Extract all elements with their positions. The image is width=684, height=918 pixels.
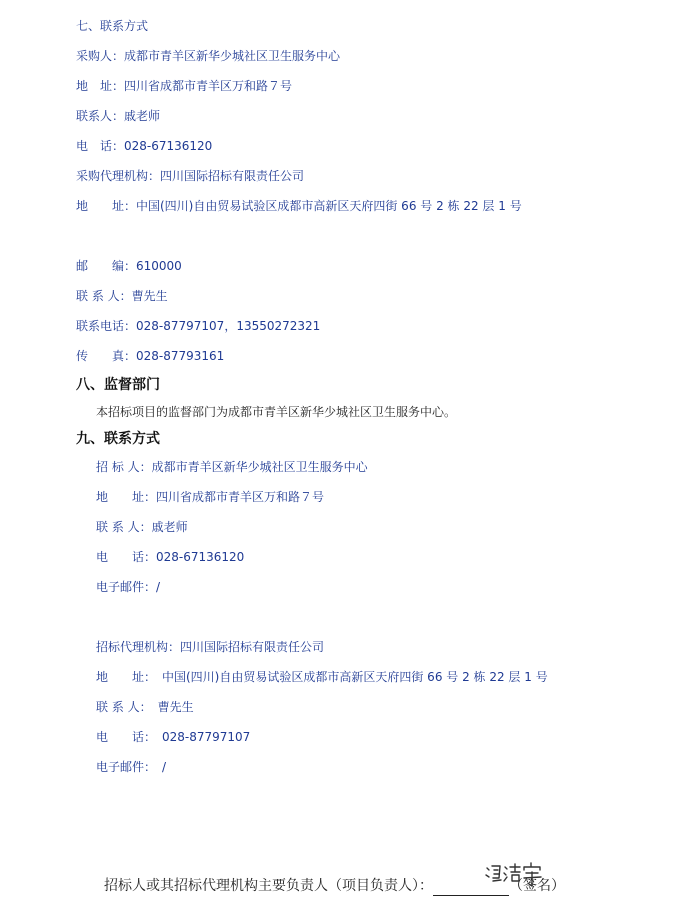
section7-title: 七、联系方式 (76, 19, 149, 33)
tender-agency-phone: 电 话： 028-87797107 (96, 730, 251, 744)
tender-agency-address: 地 址： 中国(四川)自由贸易试验区成都市高新区天府四街 66 号 2 栋 22 层 1 号 (96, 670, 548, 684)
agency-phone: 联系电话：028-87797107，13550272321 (76, 319, 321, 333)
supervision-text: 本招标项目的监督部门为成都市青羊区新华少城社区卫生服务中心。 (96, 405, 457, 419)
signature-footer (104, 876, 565, 896)
purchaser-line: 采购人：成都市青羊区新华少城社区卫生服务中心 (76, 49, 341, 63)
agency-address: 地 址：中国(四川)自由贸易试验区成都市高新区天府四街 66 号 2 栋 22 层 1 号 (76, 199, 522, 213)
signature-line (433, 879, 509, 896)
tenderer-phone: 电 话：028-67136120 (96, 550, 245, 564)
agency-line: 采购代理机构：四川国际招标有限责任公司 (76, 169, 305, 183)
signature-label: 招标人或其招标代理机构主要负责人（项目负责人）： (104, 878, 433, 894)
tender-agency-line: 招标代理机构：四川国际招标有限责任公司 (96, 640, 325, 654)
tenderer-address: 地 址：四川省成都市青羊区万和路７号 (96, 490, 325, 504)
agency-fax: 传 真：028-87793161 (76, 349, 225, 363)
section8-title: 八、监督部门 (76, 377, 160, 393)
agency-postcode: 邮 编：610000 (76, 259, 182, 273)
purchaser-phone: 电 话：028-67136120 (76, 139, 213, 153)
purchaser-contact: 联系人：戚老师 (76, 109, 161, 123)
tenderer-email: 电子邮件：/ (96, 580, 161, 594)
tender-agency-email: 电子邮件： / (96, 760, 167, 774)
purchaser-address: 地 址：四川省成都市青羊区万和路７号 (76, 79, 293, 93)
tenderer-line: 招 标 人：成都市青羊区新华少城社区卫生服务中心 (96, 460, 368, 474)
agency-contact: 联 系 人：曹先生 (76, 289, 168, 303)
tenderer-contact: 联 系 人：戚老师 (96, 520, 188, 534)
signature-suffix: （签名） (509, 878, 565, 894)
section9-title: 九、联系方式 (76, 431, 160, 447)
tender-agency-contact: 联 系 人： 曹先生 (96, 700, 194, 714)
